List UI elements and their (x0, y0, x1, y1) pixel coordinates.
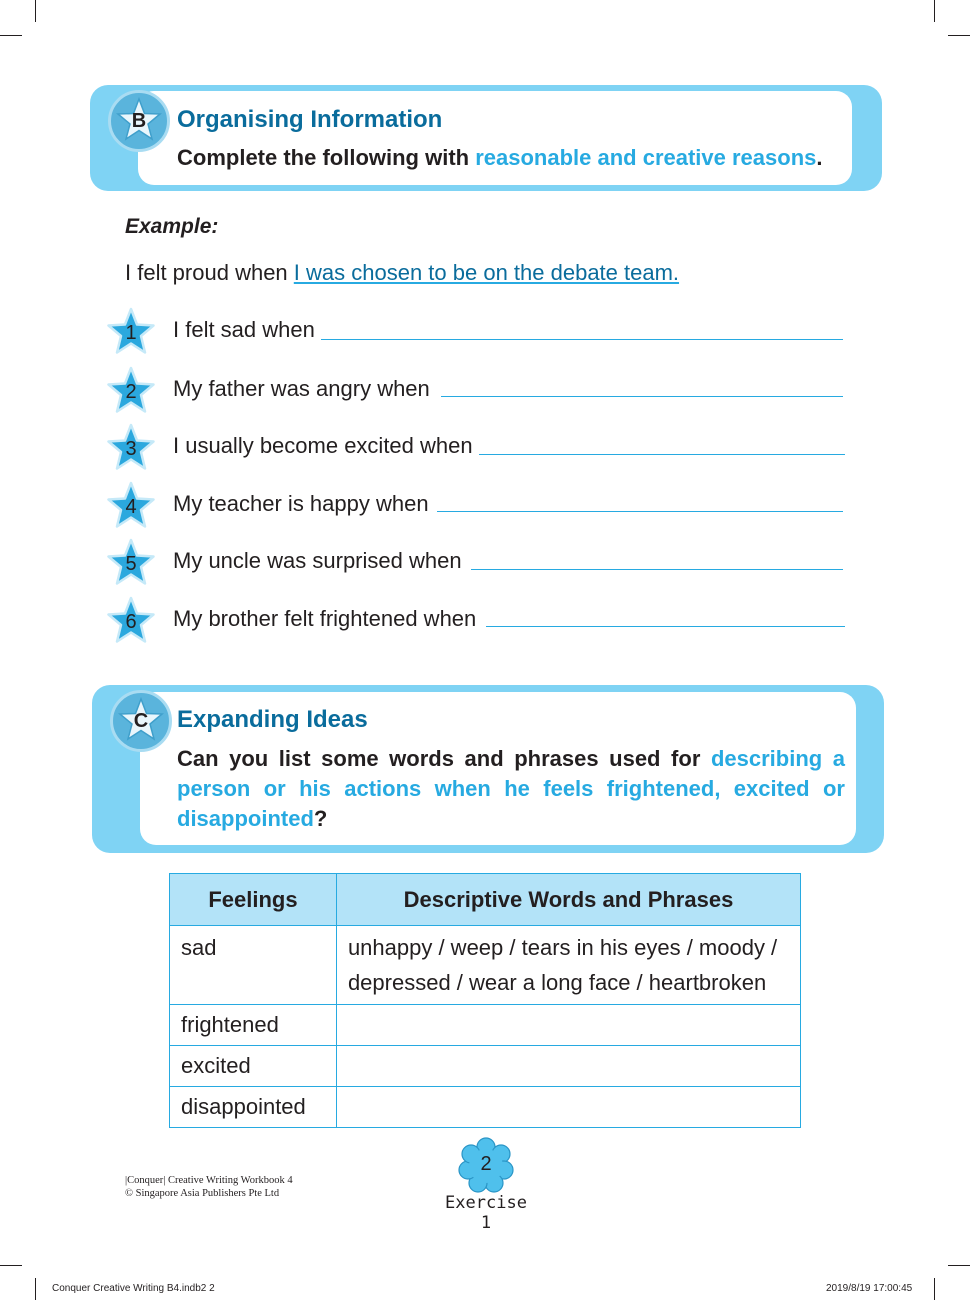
question-prompt: My teacher is happy when (173, 491, 429, 516)
table-header-row (170, 874, 801, 926)
description-cell[interactable] (336, 1087, 800, 1128)
example-sentence (125, 260, 679, 286)
print-slug-right: 2019/8/19 17:00:45 (826, 1283, 913, 1294)
answer-line[interactable] (321, 339, 843, 340)
instruction-text: Complete the following with (177, 145, 476, 170)
feeling-cell: excited (170, 1046, 337, 1087)
answer-line[interactable] (486, 626, 845, 627)
answer-line[interactable] (471, 569, 843, 570)
crop-mark (948, 1265, 970, 1266)
crop-mark (35, 0, 36, 22)
crop-mark (934, 0, 935, 22)
feeling-cell: disappointed (170, 1087, 337, 1128)
question-number-badge (106, 481, 156, 531)
description-line: unhappy / weep / tears in his eyes / moody / (347, 935, 778, 960)
instruction-highlight: reasonable and creative reasons (475, 145, 817, 170)
section-c-badge (110, 690, 172, 752)
answer-line[interactable] (479, 454, 845, 455)
table-row (170, 926, 801, 1005)
instruction-text: Can you list some words and phrases used for (177, 746, 711, 771)
question-number: 4 (125, 496, 137, 518)
question-number-badge (106, 423, 156, 473)
question-number-badge (106, 538, 156, 588)
crop-mark (948, 35, 970, 36)
question-number-badge (106, 366, 156, 416)
answer-line[interactable] (441, 396, 843, 397)
question-prompt: My uncle was surprised when (173, 548, 462, 573)
feeling-cell: sad (170, 926, 337, 1005)
question-prompt: My brother felt frightened when (173, 606, 477, 631)
section-c-title: Expanding Ideas (177, 706, 368, 733)
question-number-badge (106, 307, 156, 357)
page-number: 2 (480, 1153, 492, 1175)
crop-mark (934, 1278, 935, 1300)
table-row (170, 1046, 801, 1087)
section-b-instruction (177, 145, 837, 171)
question-prompt: I usually become excited when (173, 433, 473, 458)
description-line: depressed / wear a long face / heartbroken (347, 970, 767, 995)
section-b-letter: B (131, 110, 147, 132)
footer-credit (125, 1174, 293, 1200)
question-prompt: I felt sad when (173, 317, 315, 342)
question-number: 2 (125, 381, 137, 403)
exercise-label: Exercise 1 (445, 1193, 527, 1233)
credit-line: |Conquer| Creative Writing Workbook 4 (125, 1175, 293, 1186)
example-prefix: I felt proud when (125, 260, 294, 285)
crop-mark (0, 1265, 22, 1266)
example-answer: I was chosen to be on the debate team. (293, 260, 680, 285)
question-number: 1 (125, 322, 137, 344)
instruction-end: ? (313, 806, 328, 831)
question-number: 5 (125, 553, 137, 575)
table-row (170, 1005, 801, 1046)
answer-line[interactable] (437, 511, 843, 512)
print-slug-left: Conquer Creative Writing B4.indb2 2 (52, 1283, 215, 1294)
column-header-descriptive: Descriptive Words and Phrases (336, 874, 800, 926)
question-number-badge (106, 596, 156, 646)
question-number: 3 (125, 438, 137, 460)
column-header-feelings: Feelings (170, 874, 337, 926)
section-c-instruction (177, 744, 845, 834)
section-c-letter: C (133, 710, 149, 732)
description-cell[interactable] (336, 1005, 800, 1046)
feelings-table (169, 873, 801, 1128)
question-prompt: My father was angry when (173, 376, 430, 401)
instruction-highlight: describing a person or his actions when he feels frightened, excited or disappointed (177, 746, 845, 831)
table-row (170, 1087, 801, 1128)
description-cell[interactable] (336, 1046, 800, 1087)
crop-mark (35, 1278, 36, 1300)
section-b-banner (90, 85, 882, 191)
section-b-title: Organising Information (177, 106, 443, 133)
feeling-cell: frightened (170, 1005, 337, 1046)
example-label: Example: (125, 215, 219, 238)
crop-mark (0, 35, 22, 36)
description-cell[interactable] (336, 926, 800, 1005)
instruction-end: . (816, 145, 823, 170)
copyright-line: © Singapore Asia Publishers Pte Ltd (125, 1188, 280, 1199)
question-number: 6 (125, 611, 137, 633)
section-b-badge (108, 90, 170, 152)
